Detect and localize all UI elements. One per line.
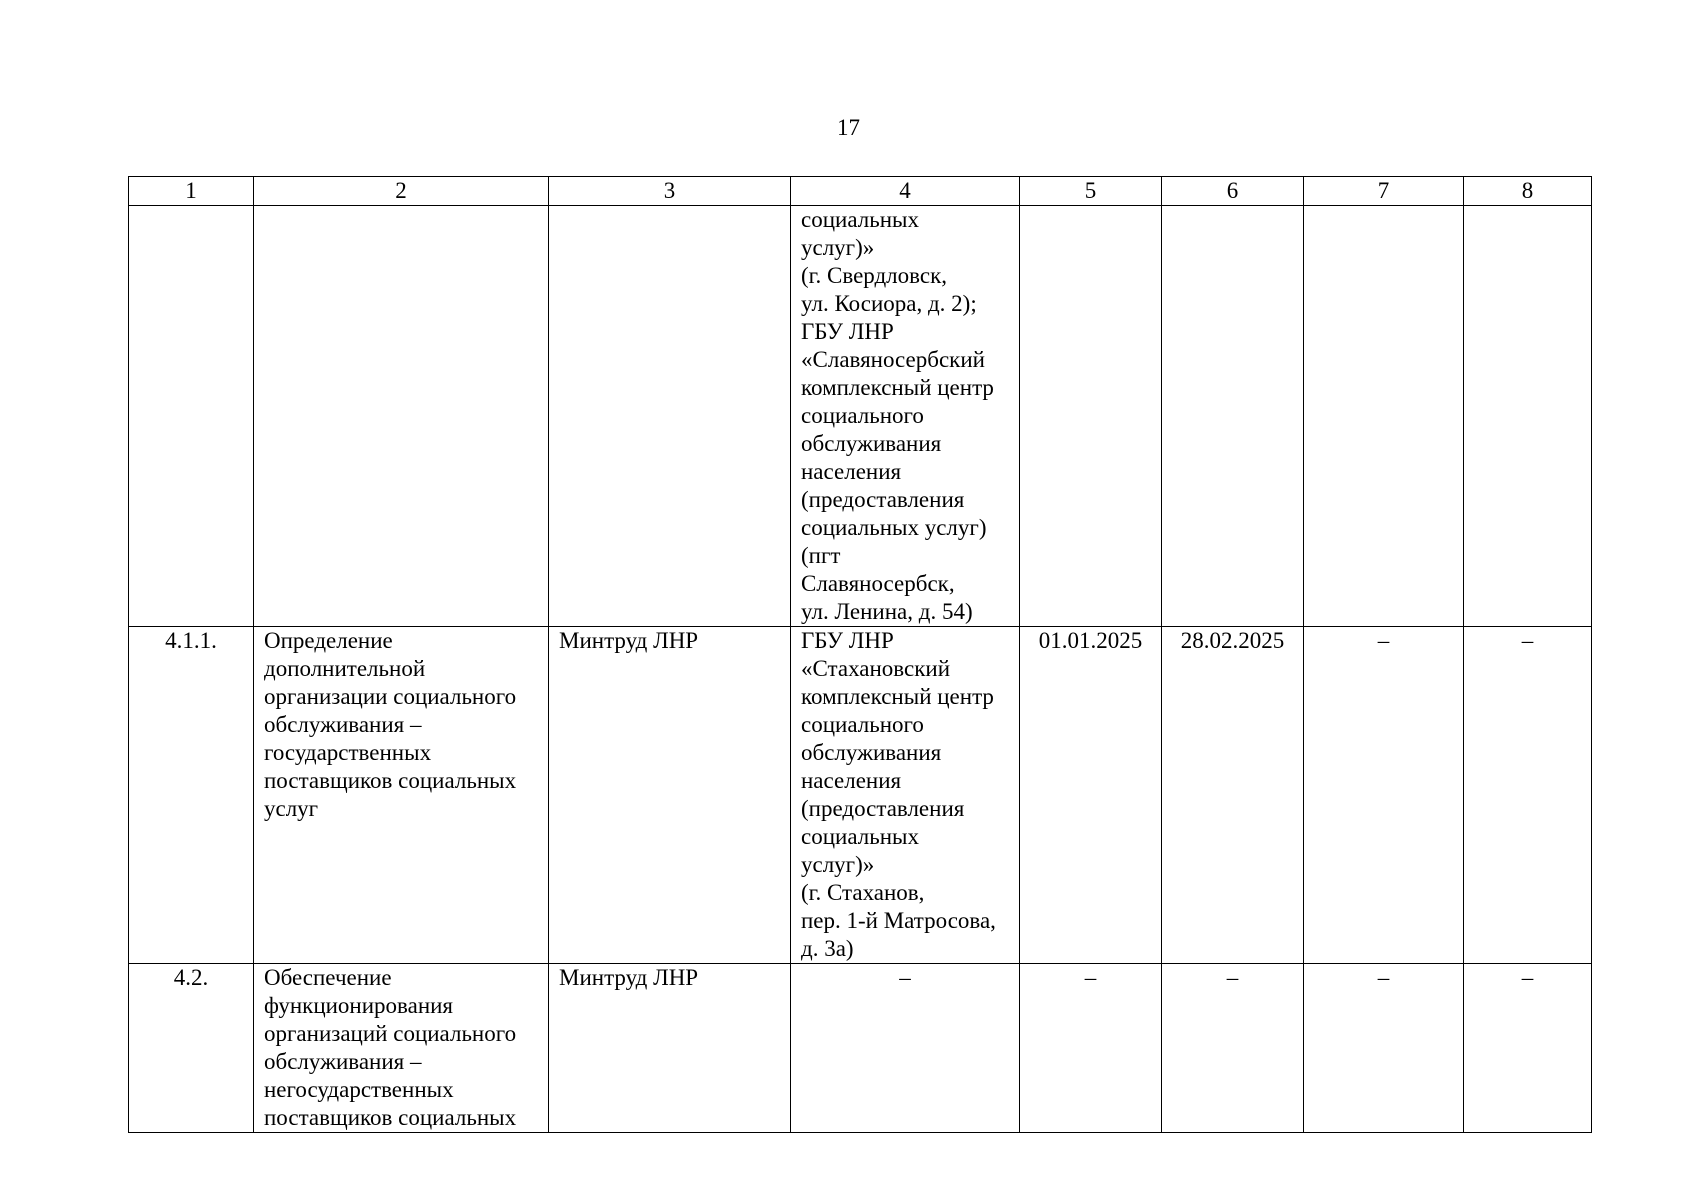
cell-line: обслуживания – [264, 712, 422, 737]
cell-line: (г. Свердловск, [801, 263, 948, 288]
cell-responsible: Минтруд ЛНР [549, 627, 791, 964]
cell-line: услуг)» [801, 852, 875, 877]
cell-line: (предоставления [801, 487, 965, 512]
cell-line: пер. 1-й Матросова, [801, 908, 996, 933]
cell-line: организаций социального [264, 1021, 517, 1046]
cell-line: обслуживания [801, 431, 942, 456]
cell-line: услуг [264, 796, 319, 821]
cell-line: поставщиков социальных [264, 768, 517, 793]
cell-organization: – [791, 964, 1020, 1133]
column-header-7: 7 [1304, 177, 1464, 206]
cell-line: обслуживания [801, 740, 942, 765]
cell-number: 4.1.1. [129, 627, 254, 964]
cell-organization [791, 627, 1020, 964]
cell-responsible: Минтруд ЛНР [549, 964, 791, 1133]
plan-table [128, 176, 1592, 1133]
cell-line: государственных [264, 740, 432, 765]
column-header-8: 8 [1464, 177, 1592, 206]
cell-line: «Стахановский [801, 656, 951, 681]
page-number: 17 [837, 115, 860, 140]
cell-line: комплексный центр [801, 684, 994, 709]
cell-activity [254, 206, 549, 627]
table-row [129, 627, 1592, 964]
cell-col8 [1464, 206, 1592, 627]
cell-col8: – [1464, 964, 1592, 1133]
column-header-6: 6 [1162, 177, 1304, 206]
cell-line: д. 3а) [801, 936, 854, 961]
cell-line: ул. Ленина, д. 54) [801, 599, 973, 624]
cell-line: Славяносербск, [801, 571, 955, 596]
cell-line: ГБУ ЛНР [801, 628, 894, 653]
cell-line: Определение [264, 628, 393, 653]
cell-line: социального [801, 712, 924, 737]
cell-activity [254, 964, 549, 1133]
cell-line: услуг)» [801, 235, 875, 260]
cell-line: населения [801, 459, 902, 484]
cell-end-date [1162, 206, 1304, 627]
cell-col8: – [1464, 627, 1592, 964]
cell-line: социального [801, 403, 924, 428]
cell-end-date: – [1162, 964, 1304, 1133]
cell-end-date: 28.02.2025 [1162, 627, 1304, 964]
column-header-5: 5 [1020, 177, 1162, 206]
cell-col7: – [1304, 627, 1464, 964]
cell-number: 4.2. [129, 964, 254, 1133]
column-header-2: 2 [254, 177, 549, 206]
column-header-4: 4 [791, 177, 1020, 206]
cell-line: (предоставления [801, 796, 965, 821]
cell-number [129, 206, 254, 627]
cell-line: (г. Стаханов, [801, 880, 925, 905]
table-row [129, 964, 1592, 1133]
cell-start-date [1020, 206, 1162, 627]
cell-line: ГБУ ЛНР [801, 319, 894, 344]
cell-line: ул. Косиора, д. 2); [801, 291, 977, 316]
cell-line: социальных [801, 824, 919, 849]
cell-line: негосударственных [264, 1077, 454, 1102]
column-header-3: 3 [549, 177, 791, 206]
cell-line: обслуживания – [264, 1049, 422, 1074]
table-row [129, 206, 1592, 627]
cell-start-date: – [1020, 964, 1162, 1133]
cell-responsible [549, 206, 791, 627]
table-header-row [129, 177, 1592, 206]
cell-line: комплексный центр [801, 375, 994, 400]
cell-col7 [1304, 206, 1464, 627]
cell-line: Обеспечение [264, 965, 392, 990]
cell-line: социальных [801, 207, 919, 232]
column-header-1: 1 [129, 177, 254, 206]
cell-line: населения [801, 768, 902, 793]
cell-line: поставщиков социальных [264, 1105, 517, 1130]
cell-line: (пгт [801, 543, 841, 568]
cell-line: «Славяносербский [801, 347, 985, 372]
cell-line: социальных услуг) [801, 515, 987, 540]
cell-col7: – [1304, 964, 1464, 1133]
cell-organization [791, 206, 1020, 627]
cell-line: организации социального [264, 684, 517, 709]
cell-start-date: 01.01.2025 [1020, 627, 1162, 964]
cell-line: функционирования [264, 993, 454, 1018]
cell-line: дополнительной [264, 656, 426, 681]
cell-activity [254, 627, 549, 964]
